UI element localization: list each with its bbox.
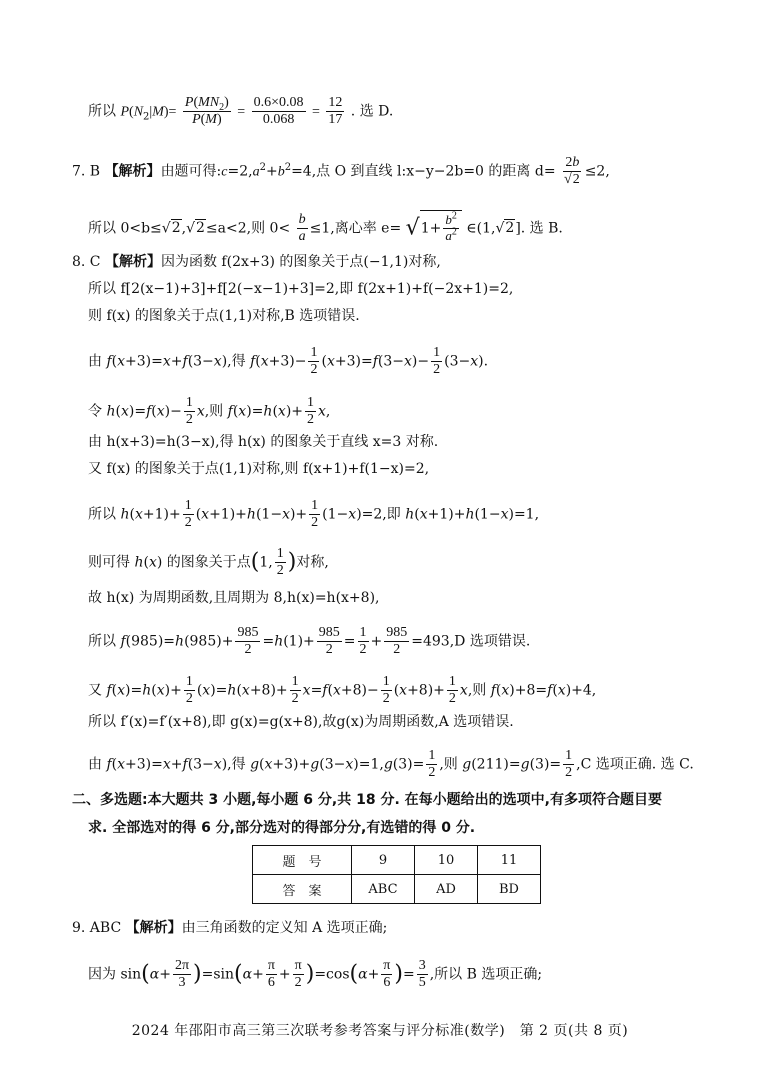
analysis-tag: 【解析】 (104, 254, 161, 270)
q8-line-6: 由 h(x+3)=h(3−x),得 h(x) 的图象关于直线 x=3 对称. (88, 434, 439, 450)
question-number: 9. ABC (72, 920, 122, 936)
q8-line-8: 所以 h(x+1)+ $\frac{1}{2}$ (x+1)+h(1−x)+ $\frac{1}{2}$ (1−x)=2,即 h(x+1)+h(1−x)=1, (88, 498, 540, 531)
text: ≤1,离心率 e= (309, 220, 402, 237)
table-cell: ABC (352, 875, 415, 904)
page-footer: 2024 年邵阳市高三第三次联考参考答案与评分标准(数学) 第 2 页(共 8 页) (131, 1023, 629, 1039)
fraction-half: $\frac{1}{2}$ (291, 674, 299, 707)
q8-line-11: 所以 f(985)=h(985)+ $\frac{985}{2}$ =h(1)+ $\frac{985}{2}$ = $\frac{1}{2}$ + $\frac{985}{2}$ =493,D 选项错误. (88, 625, 531, 658)
fraction-985: $\frac{985}{2}$ (318, 625, 340, 658)
analysis-tag: 【解析】 (125, 920, 182, 936)
section-title-cont: 求. 全部选对的得 6 分,部分选对的得部分分,有选错的得 0 分. (88, 820, 476, 836)
fraction-pi-6: $\frac{\pi}{6}$ (267, 958, 275, 991)
fraction-half: $\frac{1}{2}$ (185, 674, 193, 707)
fraction-half: $\frac{1}{2}$ (359, 625, 367, 658)
fraction-result: $\frac{12}{17}$ (328, 95, 343, 128)
text: ≤2, (584, 163, 610, 180)
table-cell: 9 (352, 846, 415, 875)
text-lead: 所以 (88, 103, 116, 120)
section-title: 二、多选题:本大题共 3 小题,每小题 6 分,共 18 分. 在每小题给出的选项中,有多项符合题目要 (72, 792, 662, 808)
fraction-985: $\frac{985}{2}$ (386, 625, 408, 658)
q8-line-1 (72, 252, 441, 272)
table-row (253, 875, 541, 904)
text-end: . 选 D. (350, 103, 394, 120)
table-cell: 题 号 (253, 846, 352, 875)
fraction-half: $\frac{1}{2}$ (433, 345, 441, 378)
fraction-b-a: $\frac{b}{a}$ (298, 211, 306, 244)
fraction-half: $\frac{1}{2}$ (382, 674, 390, 707)
text: 因为函数 f(2x+3) 的图象关于点(−1,1)对称, (160, 254, 441, 270)
fraction-b2-a2: $\frac{b^2}{a^2}$ (445, 210, 457, 243)
q8-line-14: 由 f(x+3)=x+f(3−x),得 g(x+3)+g(3−x)=1,g(3)= $\frac{1}{2}$ ,则 g(211)=g(3)= $\frac{1}{2}$ ,C 选项正确. 选 C. (88, 748, 694, 781)
q8-line-3: 则 f(x) 的图象关于点(1,1)对称,B 选项错误. (88, 308, 360, 324)
q7-line-2: 所以 0<b≤√2,√2≤a<2,则 0< $\frac{b}{a}$ ≤1,离心率 e= √1+ $\frac{b^2}{a^2}$ ∈(1,√2]. 选 B. (88, 210, 563, 244)
fraction-half: $\frac{1}{2}$ (276, 546, 284, 579)
fraction-3-5: $\frac{3}{5}$ (418, 958, 426, 991)
table-cell: 10 (415, 846, 478, 875)
text: 所以 0<b≤ (88, 220, 162, 237)
fraction-half: $\frac{1}{2}$ (311, 498, 319, 531)
table-cell: 11 (478, 846, 541, 875)
text: ]. 选 B. (515, 220, 563, 237)
fraction-half: $\frac{1}{2}$ (448, 674, 456, 707)
fraction-half: $\frac{1}{2}$ (184, 498, 192, 531)
fraction-half: $\frac{1}{2}$ (310, 345, 318, 378)
fraction-conditional: $\frac{P(MN_2)}{P(M)}$ (184, 95, 229, 128)
text: ≤a<2,则 0< (205, 220, 291, 237)
table-cell: BD (478, 875, 541, 904)
q8-line-12: 又 f(x)=h(x)+ $\frac{1}{2}$ (x)=h(x+8)+ $\frac{1}{2}$ x=f(x+8)− $\frac{1}{2}$ (x+8)+ $\frac{1}{2}$ x,则 f(x)+8=f(x)+4, (88, 674, 597, 707)
text: ,所以 B 选项正确; (429, 966, 543, 983)
fraction-985: $\frac{985}{2}$ (237, 625, 259, 658)
q8-line-10: 故 h(x) 为周期函数,且周期为 8,h(x)=h(x+8), (88, 590, 380, 606)
q7-line-1: 7. B 【解析】由题可得$:c=2,a^2+b^2=4$,点 O 到直线 l:x−y−2b=0 的距离 d= $\frac{2b}{√2}$ ≤2, (72, 155, 610, 188)
answer-table (252, 845, 541, 904)
analysis-tag: 【解析】 (104, 163, 161, 180)
text: 由三角函数的定义知 A 选项正确; (181, 920, 388, 936)
fraction-values: $\frac{0.6\times 0.08}{0.068}$ (253, 95, 304, 128)
q9-line-1 (72, 918, 387, 938)
fraction-2pi-3: $\frac{2\pi}{3}$ (174, 958, 190, 991)
q8-line-4: 由 f(x+3)=x+f(3−x),得 f(x+3)− $\frac{1}{2}$ (x+3)=f(3−x)− $\frac{1}{2}$ (3−x). (88, 345, 489, 378)
table-cell: AD (415, 875, 478, 904)
text: ∈(1, (466, 220, 496, 237)
q9-line-2: 因为 sin(α+ $\frac{2\pi}{3}$ )=sin(α+ $\frac{\pi}{6}$ + $\frac{\pi}{2}$ )=cos(α+ $\frac{\pi}{6}$ )= $\frac{3}{5}$ ,所以 B 选项正确; (88, 958, 543, 991)
fraction-pi-6: $\frac{\pi}{6}$ (383, 958, 391, 991)
text: 由题可得: (160, 163, 222, 180)
table-row (253, 846, 541, 875)
question-number: 7. B (72, 163, 101, 180)
q8-line-9: 则可得 h(x) 的图象关于点(1, $\frac{1}{2}$ )对称, (88, 546, 329, 579)
fraction-half: $\frac{1}{2}$ (307, 395, 315, 428)
question-number: 8. C (72, 254, 101, 270)
fraction-half: $\frac{1}{2}$ (565, 748, 573, 781)
fraction-half: $\frac{1}{2}$ (185, 395, 193, 428)
text: ,点 O 到直线 l:x−y−2b=0 的距离 d= (311, 163, 556, 180)
fraction-pi-2: $\frac{\pi}{2}$ (294, 958, 302, 991)
q8-line-7: 又 f(x) 的图象关于点(1,1)对称,则 f(x+1)+f(1−x)=2, (88, 461, 430, 477)
q6-conclusion-line: 所以 $P(N_2|M)=$ $\frac{P(MN_2)}{P(M)}$ = $\frac{0.6\times 0.08}{0.068}$ = $\frac{12}{17}$ . 选 D. (88, 95, 394, 128)
fraction-half: $\frac{1}{2}$ (428, 748, 436, 781)
q8-line-13: 所以 f′(x)=f′(x+8),即 g(x)=g(x+8),故g(x)为周期函数,A 选项错误. (88, 714, 514, 730)
q8-line-5: 令 h(x)=f(x)− $\frac{1}{2}$ x,则 f(x)=h(x)+ $\frac{1}{2}$ x, (88, 395, 331, 428)
fraction-distance: $\frac{2b}{√2}$ (564, 155, 580, 188)
q8-line-2: 所以 f[2(x−1)+3]+f[2(−x−1)+3]=2,即 f(2x+1)+f(−2x+1)=2, (88, 281, 514, 297)
table-cell: 答 案 (253, 875, 352, 904)
